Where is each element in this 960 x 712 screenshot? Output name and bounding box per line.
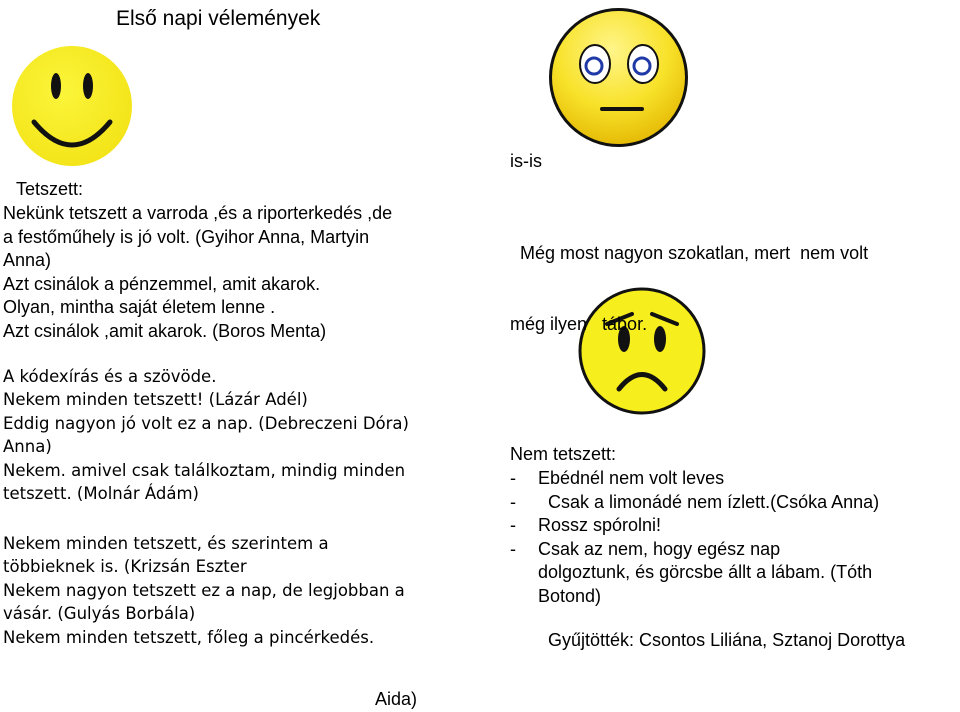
bullet-dash: - <box>510 468 516 488</box>
opinion-line: Anna) <box>3 437 52 457</box>
opinion-line: Eddig nagyon jó volt ez a nap. (Debreczeni Dóra) <box>3 413 409 433</box>
disliked-item <box>510 538 879 562</box>
disliked-text: Csak a limonádé nem ízlett.(Csóka Anna) <box>538 491 880 512</box>
disliked-item <box>510 491 879 515</box>
disliked-text-continued: Botond) <box>538 585 602 606</box>
opinion-line: vásár. (Gulyás Borbála) <box>3 604 196 624</box>
opinion-line: Nekem minden tetszett, főleg a pincérkedés. <box>3 627 375 647</box>
disliked-text: Csak az nem, hogy egész nap <box>538 538 781 559</box>
bullet-dash: - <box>510 538 516 559</box>
mixed-line: Még most nagyon szokatlan, mert nem volt <box>510 243 869 264</box>
opinion-line: többieknek is. (Krizsán Eszter <box>3 557 247 577</box>
opinion-line: Nekem. amivel csak találkoztam, mindig minden <box>3 460 406 480</box>
disliked-item <box>510 467 879 491</box>
disliked-list <box>510 467 879 609</box>
disliked-text-continued: dolgoztunk, és görcsbe állt a lábam. (Tóth <box>538 562 873 583</box>
footer-fragment: Aida) <box>375 689 418 709</box>
opinion-line: Nekem minden tetszett, és szerintem a <box>3 534 329 553</box>
disliked-heading: Nem tetszett: <box>510 444 617 464</box>
mixed-line: még ilyen tábor. <box>510 313 648 334</box>
opinions-group-2 <box>3 532 405 649</box>
opinion-line: A kódexírás és a szövöde. <box>3 367 217 386</box>
disliked-text: Ebédnél nem volt leves <box>538 468 725 488</box>
collected-by: Gyűjtötték: Csontos Liliána, Sztanoj Dorottya <box>548 630 906 650</box>
opinions-group-1 <box>3 365 409 505</box>
liked-line: Azt csinálok a pénzemmel, amit akarok. <box>3 273 321 294</box>
liked-line: Azt csinálok ,amit akarok. (Boros Menta) <box>3 320 327 341</box>
disliked-item <box>510 514 879 538</box>
liked-line: a festőműhely is jó volt. (Gyihor Anna, Martyin <box>3 226 370 247</box>
opinion-line: Nekem nagyon tetszett ez a nap, de legjobban a <box>3 580 405 600</box>
liked-line: Nekünk tetszett a varroda ,és a riporterkedés ,de <box>3 203 393 223</box>
liked-heading: Tetszett: <box>16 179 84 199</box>
mixed-heading: is-is <box>510 151 542 171</box>
page-title: Első napi vélemények <box>116 7 321 30</box>
liked-list <box>3 202 392 344</box>
opinion-line: tetszett. (Molnár Ádám) <box>3 484 199 504</box>
opinion-line: Nekem minden tetszett! (Lázár Adél) <box>3 390 308 410</box>
smiley-neutral-icon <box>547 6 690 149</box>
liked-line: Olyan, mintha saját életem lenne . <box>3 297 276 318</box>
smiley-happy-icon <box>10 44 134 168</box>
bullet-dash: - <box>510 515 516 536</box>
disliked-text: Rossz spórolni! <box>538 515 662 536</box>
mixed-list <box>510 195 868 360</box>
liked-line: Anna) <box>3 250 52 271</box>
bullet-dash: - <box>510 491 516 512</box>
